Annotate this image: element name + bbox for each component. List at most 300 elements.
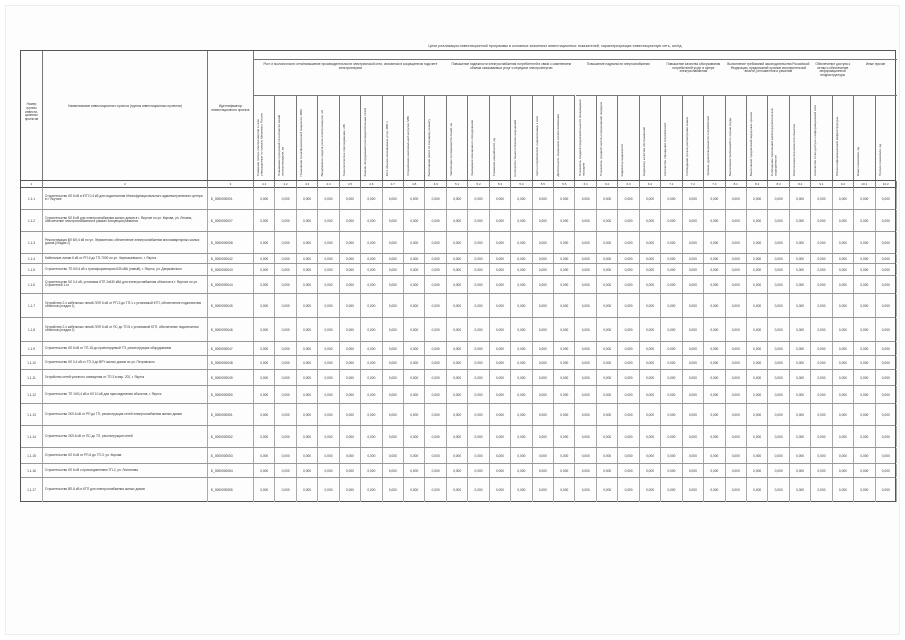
row-value-text: 0,000 [495,412,504,417]
row-name-text: Кабельные линии 6 кВ от РП-4 до ТП-7000 по ул. Чернышевского, г. Якутск [45,255,157,260]
row-value [254,356,275,369]
header-subcol-label: Увеличение протяженности линий, км [448,123,453,176]
row-name [43,276,208,293]
row-value-text: 0,000 [495,453,504,458]
row-value [576,254,597,263]
row-value [447,478,468,502]
row-value [854,294,875,317]
row-value-text: 0,000 [774,256,783,261]
row-value [747,404,768,425]
row-value [254,232,275,253]
row-value-text: 0,000 [646,267,654,272]
row-value [275,276,296,293]
row-value [704,448,725,463]
row-value [768,386,789,403]
row-value [404,478,425,502]
row-value-text: 0,000 [774,303,783,308]
row-value-text: 0,000 [817,346,826,351]
table-row [21,426,895,448]
row-value-text: 0,000 [688,256,697,261]
row-value-text: 0,000 [838,375,847,380]
row-value-text: 0,000 [388,327,397,332]
row-value [640,426,661,447]
row-value [833,342,854,355]
row-value [554,448,575,463]
row-value [790,276,811,293]
row-value-text: 0,000 [817,360,826,365]
row-value [468,276,489,293]
row-value-text: 0,000 [388,196,397,201]
row-value-text: 0,000 [538,240,547,245]
row-value-text: 0,000 [817,412,826,417]
row-value-text: 0,000 [753,327,762,332]
row-value-text: 0,000 [367,360,376,365]
row-value-text: 0,000 [324,392,333,397]
row-value [533,448,554,463]
row-value [683,342,704,355]
row-value [683,318,704,341]
row-value [640,188,661,209]
row-value [726,264,747,275]
row-value [683,404,704,425]
row-value-text: 0,000 [581,360,590,365]
row-value-text: 0,000 [324,267,333,272]
row-value [383,294,404,317]
row-value-text: 0,000 [774,360,783,365]
row-value-text: 0,000 [474,240,483,245]
row-value [661,276,682,293]
row-value [576,464,597,477]
row-value-text: 0,000 [367,412,376,417]
row-value [511,426,532,447]
row-value-text: 0,000 [324,218,333,223]
row-value-text: 0,000 [474,346,483,351]
row-value [383,264,404,275]
row-value-text: 0,000 [774,434,783,439]
row-value [640,294,661,317]
header-group-6: Обеспечение доступа к сетям и обеспечение информационной инфраструктуры [815,62,851,78]
row-value-text: 0,000 [731,282,740,287]
row-value-text: 0,000 [731,196,740,201]
row-value [683,426,704,447]
row-value [726,478,747,502]
row-value [447,294,468,317]
row-value-text: 0,000 [860,488,869,492]
row-value [425,188,446,209]
row-value-text: 0,000 [345,267,354,272]
row-name-text: Строительство ТП 10/0,4 кВ и КЛ 10 кВ для присоединения объектов, г. Якутск [45,391,162,396]
row-value [640,386,661,403]
row-value [490,342,511,355]
row-value-text: 0,000 [281,412,290,417]
row-value [683,448,704,463]
column-number: 4.9 [425,181,446,188]
row-value [490,264,511,275]
row-value [447,426,468,447]
row-value [533,254,554,263]
header-subcol-label: Выполнение предписаний надзорных органов [748,111,753,176]
row-value-text: 0,000 [796,282,805,287]
row-value-text: 0,000 [688,468,697,473]
row-value [640,448,661,463]
row-value [511,294,532,317]
row-value-text: 0,000 [753,196,762,201]
row-value [854,342,875,355]
row-value [533,464,554,477]
row-value [383,210,404,231]
row-value-text: 0,000 [410,282,419,287]
row-value [447,276,468,293]
row-value [468,294,489,317]
row-name [43,478,208,502]
row-value-text: 0,000 [838,218,847,223]
header-subcol-label: Показатель средней частоты прекращения передачи [598,102,603,176]
header-subcol-label: Повышение пропускной способности линий электропередачи, км [277,114,285,176]
row-value-text: 0,000 [560,196,569,201]
header-subcol-label: Индикатор надежности [620,143,625,176]
row-value [576,318,597,341]
row-number-text: 1.1.7 [27,303,36,308]
row-value-text: 0,000 [367,240,376,245]
row-value-text: 0,000 [688,196,697,201]
header-subcol [425,95,446,180]
row-value [876,264,897,275]
row-value [404,276,425,293]
row-value-text: 0,000 [431,303,440,308]
row-value [425,478,446,502]
row-value [833,318,854,341]
row-value [297,370,318,385]
row-name [43,370,208,385]
row-value-text: 0,000 [538,267,547,272]
row-value-text: 0,000 [667,412,676,417]
row-value-text: 0,000 [646,360,654,365]
row-value [447,464,468,477]
row-value [447,318,468,341]
row-value [726,210,747,231]
row-number [21,386,43,403]
row-number-text: 1.1.2 [27,218,36,223]
row-value [747,188,768,209]
row-value [383,426,404,447]
row-value-text: 0,000 [774,453,783,458]
row-value-text: 0,000 [646,434,654,439]
row-value [383,188,404,209]
row-value [876,294,897,317]
page-title: Цели реализации инвестиционной программы в основных значениях инвестиционных показателей, характеризующих инвестиционную сеть, шт/ед [428,44,682,48]
row-value [640,370,661,385]
row-value [490,478,511,502]
row-value-text: 0,000 [731,412,740,417]
row-value-text: 0,000 [495,240,504,245]
row-value-text: 0,000 [710,196,719,201]
row-value [768,404,789,425]
row-value [254,254,275,263]
row-value-text: 0,000 [410,434,419,439]
row-value-text: 0,000 [860,392,869,397]
row-value [425,276,446,293]
row-value [340,342,361,355]
row-value [340,210,361,231]
row-value [275,254,296,263]
row-value-text: 0,000 [517,282,526,287]
row-value [704,210,725,231]
header-subcol-label: Соблюдение требований антитеррористической защищенности [770,108,778,176]
row-value-text: 0,000 [431,412,440,417]
row-value [361,478,382,502]
row-value [618,448,639,463]
row-value-text: 0,000 [646,375,654,380]
row-id-text: Б_0000000047 [211,346,233,351]
header-subcol [254,95,275,180]
row-value-text: 0,000 [860,196,869,201]
row-value [554,370,575,385]
row-value-text: 0,000 [753,282,762,287]
row-value-text: 0,000 [538,196,547,201]
row-value-text: 0,000 [688,282,697,287]
row-value-text: 0,000 [646,303,654,308]
row-value-text: 0,000 [688,346,697,351]
row-name-text: Устройство 2-х кабельных линий ЛЭП 6 кВ от РП-3 до ТП-1 с установкой КТП, обеспечение подключения объектов (стадия 1) [45,300,202,309]
row-value-text: 0,000 [281,196,290,201]
row-value-text: 0,000 [581,256,590,261]
row-value [661,478,682,502]
row-value-text: 0,000 [517,256,526,261]
row-value [704,188,725,209]
row-value [747,356,768,369]
row-value [318,448,339,463]
row-value [340,404,361,425]
row-value-text: 0,000 [367,453,376,458]
row-value-text: 0,000 [838,267,847,272]
row-value [425,318,446,341]
row-value-text: 0,000 [603,303,612,308]
column-number: 8.1 [726,181,747,188]
row-value [768,464,789,477]
row-value [811,426,832,447]
row-value-text: 0,000 [260,453,269,458]
row-value-text: 0,000 [667,282,676,287]
row-value [618,188,639,209]
row-value-text: 0,000 [474,360,483,365]
row-value-text: 0,000 [303,303,312,308]
row-number-text: 1.1.1 [27,196,36,201]
table-row [21,294,895,318]
row-value [683,210,704,231]
row-value [811,356,832,369]
row-value-text: 0,000 [710,218,719,223]
row-value [511,342,532,355]
row-value [768,356,789,369]
row-value-text: 0,000 [796,488,805,492]
row-value-text: 0,000 [838,327,847,332]
row-value-text: 0,000 [453,468,462,473]
row-value-text: 0,000 [753,240,762,245]
row-value-text: 0,000 [453,412,462,417]
row-value-text: 0,000 [860,218,869,223]
row-value [404,254,425,263]
row-value-text: 0,000 [560,392,569,397]
row-value [254,276,275,293]
row-id [208,254,254,263]
row-value [854,264,875,275]
row-value [768,210,789,231]
row-value-text: 0,000 [410,412,419,417]
row-value [383,276,404,293]
header-subcol [790,95,811,180]
row-value-text: 0,000 [517,218,526,223]
row-value-text: 0,000 [281,327,290,332]
row-value-text: 0,000 [838,346,847,351]
row-value-text: 0,000 [667,453,676,458]
row-number [21,318,43,341]
row-id-text: Б_0000000008 [211,240,233,245]
row-value-text: 0,000 [517,488,526,492]
row-name [43,210,208,231]
row-value [511,276,532,293]
row-value-text: 0,000 [303,412,312,417]
row-value [833,478,854,502]
row-id-text: Б_0000000049 [211,375,233,380]
row-value-text: 0,000 [560,282,569,287]
row-value-text: 0,000 [260,468,269,473]
header-col-number-label: Номер группы инвести-ционных проектов [24,102,39,122]
row-value [790,478,811,502]
row-value-text: 0,000 [324,346,333,351]
row-value [511,386,532,403]
row-value [318,356,339,369]
row-value-text: 0,000 [688,434,697,439]
row-value [576,404,597,425]
row-value [318,232,339,253]
row-value [468,370,489,385]
row-value-text: 0,000 [260,327,269,332]
row-value [683,232,704,253]
row-value-text: 0,000 [410,256,419,261]
row-value-text: 0,000 [517,267,526,272]
row-number [21,478,43,502]
row-value-text: 0,000 [324,453,333,458]
header-group-5: Выполнение требований законодательства Российской Федерации, предписаний органов исполнительной власти, регламентов и решений [727,62,810,74]
row-value [383,370,404,385]
row-value [768,448,789,463]
row-value-text: 0,000 [388,453,397,458]
row-value-text: 0,000 [581,434,590,439]
row-value-text: 0,000 [388,488,397,492]
row-value [533,426,554,447]
row-value-text: 0,000 [538,218,547,223]
row-value [833,464,854,477]
header-subcol [490,95,511,180]
row-value-text: 0,000 [560,468,569,473]
row-value [340,264,361,275]
row-value-text: 0,000 [796,375,805,380]
row-value [833,294,854,317]
row-value-text: 0,000 [367,434,376,439]
row-value [811,254,832,263]
row-value [340,276,361,293]
row-id [208,426,254,447]
row-value [275,356,296,369]
row-value-text: 0,000 [324,240,333,245]
row-value [275,448,296,463]
header-subcol-label: Количество точек доступа к информационной сети [813,105,818,176]
column-number: 4.4 [318,181,339,188]
row-value [790,426,811,447]
row-value [275,294,296,317]
row-value-text: 0,000 [538,375,547,380]
row-value [468,448,489,463]
row-value [640,464,661,477]
row-value [297,276,318,293]
row-value-text: 0,000 [281,488,290,492]
row-value [533,386,554,403]
row-value-text: 0,000 [796,453,805,458]
row-value-text: 0,000 [646,196,654,201]
row-value-text: 0,000 [495,282,504,287]
row-value-text: 0,000 [431,282,440,287]
row-value [811,264,832,275]
row-value [726,404,747,425]
row-value [876,276,897,293]
row-id-text: Б_0000000042 [211,256,233,261]
row-value [833,356,854,369]
row-value-text: 0,000 [817,453,826,458]
row-name [43,264,208,275]
row-value-text: 0,000 [796,256,805,261]
row-value-text: 0,000 [603,218,612,223]
row-value [468,342,489,355]
row-value-text: 0,000 [367,303,376,308]
row-value-text: 0,000 [260,346,269,351]
row-name [43,294,208,317]
row-value-text: 0,000 [881,392,890,397]
header-subcol-label: Рост объема оказываемых услуг, МВт·ч [384,120,389,176]
row-value-text: 0,000 [624,468,633,473]
row-value-text: 0,000 [517,240,526,245]
row-value-text: 0,000 [817,282,826,287]
row-value-text: 0,000 [303,240,312,245]
row-value-text: 0,000 [753,488,762,492]
row-value-text: 0,000 [367,468,376,473]
row-number-text: 1.1.13 [27,412,36,417]
row-value [383,254,404,263]
row-value [618,318,639,341]
row-value-text: 0,000 [774,375,783,380]
row-value [254,318,275,341]
row-value-text: 0,000 [753,434,762,439]
row-value [361,356,382,369]
row-value [297,356,318,369]
row-value [533,342,554,355]
row-id [208,356,254,369]
row-value-text: 0,000 [774,282,783,287]
row-value-text: 0,000 [260,256,269,261]
row-value-text: 0,000 [603,196,612,201]
row-value-text: 0,000 [838,240,847,245]
column-number: 8.4 [790,181,811,188]
row-value-text: 0,000 [838,360,847,365]
row-value-text: 0,000 [453,453,462,458]
row-id-text: Б_0000000048 [211,360,233,365]
row-value-text: 0,000 [560,360,569,365]
row-value-text: 0,000 [581,327,590,332]
row-value-text: 0,000 [838,282,847,287]
row-value [275,264,296,275]
row-value-text: 0,000 [774,196,783,201]
row-id-text: Б_0000000052 [211,434,233,439]
row-value [275,404,296,425]
